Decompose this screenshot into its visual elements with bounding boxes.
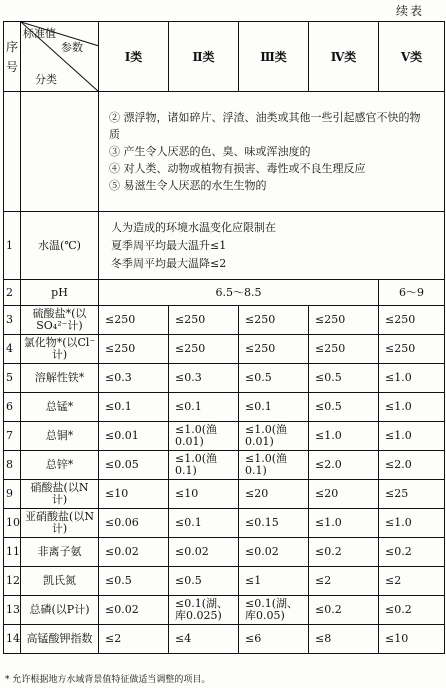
value-cell: ≤0.3 xyxy=(99,364,169,393)
value-cell: ≤1.0 xyxy=(379,393,445,422)
value-cell: ≤2 xyxy=(379,567,445,596)
table-row xyxy=(4,422,445,451)
general-item-4: ④ 对人类、动物或植物有损害、毒性或不良生理反应 xyxy=(109,162,366,175)
row-index: 9 xyxy=(4,480,21,509)
row-index: 10 xyxy=(4,509,21,538)
value-cell: ≤250 xyxy=(379,306,445,335)
parameter-name: 凯氏氮 xyxy=(21,567,99,596)
class-4-header: Ⅳ类 xyxy=(309,22,379,92)
table-row xyxy=(4,480,445,509)
parameter-name: pH xyxy=(21,280,99,306)
value-cell: ≤250 xyxy=(169,335,239,364)
table-row xyxy=(4,538,445,567)
row-index: 11 xyxy=(4,538,21,567)
value-cell: ≤0.1 xyxy=(169,393,239,422)
value-cell: ≤1.0 xyxy=(379,422,445,451)
row-index: 3 xyxy=(4,306,21,335)
value-cell: ≤0.1 xyxy=(99,393,169,422)
parameter-name: 亚硝酸盐(以N计) xyxy=(21,509,99,538)
value-cell: ≤1.0 xyxy=(309,422,379,451)
diagonal-header xyxy=(21,22,99,92)
table-row xyxy=(4,393,445,422)
value-cell: ≤0.5 xyxy=(169,567,239,596)
row-index: 6 xyxy=(4,393,21,422)
value-cell: ≤1.0 xyxy=(379,509,445,538)
value-cell: ≤0.5 xyxy=(309,393,379,422)
value-cell: ≤0.2 xyxy=(309,538,379,567)
ph-row xyxy=(4,280,445,306)
temperature-line: 夏季周平均最大温升≤1 xyxy=(111,238,227,252)
value-cell: ≤1.0(渔0.1) xyxy=(169,451,239,480)
value-cell: ≤250 xyxy=(169,306,239,335)
header-row xyxy=(4,22,445,92)
table-row xyxy=(4,335,445,364)
row-index: 4 xyxy=(4,335,21,364)
value-cell: ≤0.2 xyxy=(309,596,379,625)
general-requirements-row xyxy=(4,92,445,212)
general-requirements-list xyxy=(99,92,445,212)
value-cell: ≤0.05 xyxy=(99,451,169,480)
value-cell: ≤2.0 xyxy=(309,451,379,480)
data-rows xyxy=(4,306,445,654)
row-index: 7 xyxy=(4,422,21,451)
class-5-header: Ⅴ类 xyxy=(379,22,445,92)
temperature-line: 冬季周平均最大温降≤2 xyxy=(111,256,227,270)
value-cell: ≤10 xyxy=(99,480,169,509)
parameter-name: 非离子氨 xyxy=(21,538,99,567)
continued-label: 续表 xyxy=(395,4,424,18)
value-cell: ≤0.2 xyxy=(379,538,445,567)
class-3-header: Ⅲ类 xyxy=(239,22,309,92)
value-cell: ≤0.5 xyxy=(239,364,309,393)
value-cell: ≤0.2 xyxy=(379,596,445,625)
ph-range-class-1-4: 6.5～8.5 xyxy=(99,280,379,306)
parameter-name: 溶解性铁* xyxy=(21,364,99,393)
row-index: 13 xyxy=(4,596,21,625)
value-cell: ≤10 xyxy=(379,625,445,654)
value-cell: ≤0.02 xyxy=(99,596,169,625)
value-cell: ≤0.1 xyxy=(169,509,239,538)
value-cell: ≤20 xyxy=(309,480,379,509)
table-row xyxy=(4,451,445,480)
value-cell: ≤250 xyxy=(379,335,445,364)
row-index: 2 xyxy=(4,280,21,306)
temperature-requirement xyxy=(99,212,445,280)
value-cell: ≤1 xyxy=(239,567,309,596)
general-item-5: ⑤ 易滋生令人厌恶的水生生物的 xyxy=(109,179,267,192)
value-cell: ≤1.0(渔0.01) xyxy=(239,422,309,451)
value-cell: ≤0.06 xyxy=(99,509,169,538)
value-cell: ≤4 xyxy=(169,625,239,654)
parameter-name: 总锌* xyxy=(21,451,99,480)
value-cell: ≤1.0 xyxy=(379,364,445,393)
parameter-name: 硫酸盐*(以SO₄²⁻计) xyxy=(21,306,99,335)
ph-range-class-5: 6～9 xyxy=(379,280,445,306)
value-cell: ≤250 xyxy=(239,335,309,364)
value-cell: ≤0.1(湖、库0.025) xyxy=(169,596,239,625)
value-cell: ≤250 xyxy=(309,335,379,364)
table-row xyxy=(4,567,445,596)
footnote: * 允许根据地方水域背景值特征做适当调整的项目。 xyxy=(5,675,211,685)
value-cell: ≤0.02 xyxy=(239,538,309,567)
value-cell: ≤0.1(湖、库0.05) xyxy=(239,596,309,625)
value-cell: ≤0.01 xyxy=(99,422,169,451)
temperature-row xyxy=(4,212,445,280)
table-row xyxy=(4,625,445,654)
index-header: 序号 xyxy=(4,22,21,92)
parameter-name: 总锰* xyxy=(21,393,99,422)
value-cell: ≤0.5 xyxy=(99,567,169,596)
parameter-name: 高锰酸钾指数 xyxy=(21,625,99,654)
temperature-line: 人为造成的环境水温变化应限制在 xyxy=(111,220,276,234)
table-row xyxy=(4,509,445,538)
value-cell: ≤10 xyxy=(169,480,239,509)
value-cell: ≤1.0(渔0.1) xyxy=(239,451,309,480)
table-row xyxy=(4,306,445,335)
row-index: 5 xyxy=(4,364,21,393)
value-cell: ≤250 xyxy=(239,306,309,335)
value-cell: ≤0.1 xyxy=(239,393,309,422)
value-cell: ≤1.0(渔0.01) xyxy=(169,422,239,451)
table-row xyxy=(4,596,445,625)
value-cell: ≤20 xyxy=(239,480,309,509)
row-index: 12 xyxy=(4,567,21,596)
parameter-name: 总铜* xyxy=(21,422,99,451)
row-index: 1 xyxy=(4,212,21,280)
value-cell: ≤25 xyxy=(379,480,445,509)
value-cell: ≤2 xyxy=(309,567,379,596)
parameter-name: 水温(℃) xyxy=(21,212,99,280)
standard-label: 标准值 xyxy=(23,27,56,40)
row-index: 14 xyxy=(4,625,21,654)
value-cell: ≤250 xyxy=(99,335,169,364)
parameter-name: 氯化物*(以Cl⁻计) xyxy=(21,335,99,364)
parameter-name: 总磷(以P计) xyxy=(21,596,99,625)
row-index: 8 xyxy=(4,451,21,480)
general-item-2: ② 漂浮物，诸如碎片、浮渣、油类或其他一些引起感官不快的物质 xyxy=(109,111,421,141)
class-2-header: Ⅱ类 xyxy=(169,22,239,92)
value-cell: ≤2 xyxy=(99,625,169,654)
general-item-3: ③ 产生令人厌恶的色、臭、味或浑浊度的 xyxy=(109,145,311,158)
value-cell: ≤250 xyxy=(309,306,379,335)
value-cell: ≤0.02 xyxy=(99,538,169,567)
value-cell: ≤2.0 xyxy=(379,451,445,480)
table-row xyxy=(4,364,445,393)
water-quality-table xyxy=(3,21,445,654)
parameter-label: 参数 xyxy=(61,41,83,54)
parameter-name: 硝酸盐(以N计) xyxy=(21,480,99,509)
value-cell: ≤0.02 xyxy=(169,538,239,567)
value-cell: ≤6 xyxy=(239,625,309,654)
value-cell: ≤0.15 xyxy=(239,509,309,538)
category-label: 分类 xyxy=(35,73,57,86)
value-cell: ≤8 xyxy=(309,625,379,654)
value-cell: ≤0.3 xyxy=(169,364,239,393)
value-cell: ≤250 xyxy=(99,306,169,335)
class-1-header: Ⅰ类 xyxy=(99,22,169,92)
value-cell: ≤1.0 xyxy=(309,509,379,538)
value-cell: ≤0.5 xyxy=(309,364,379,393)
